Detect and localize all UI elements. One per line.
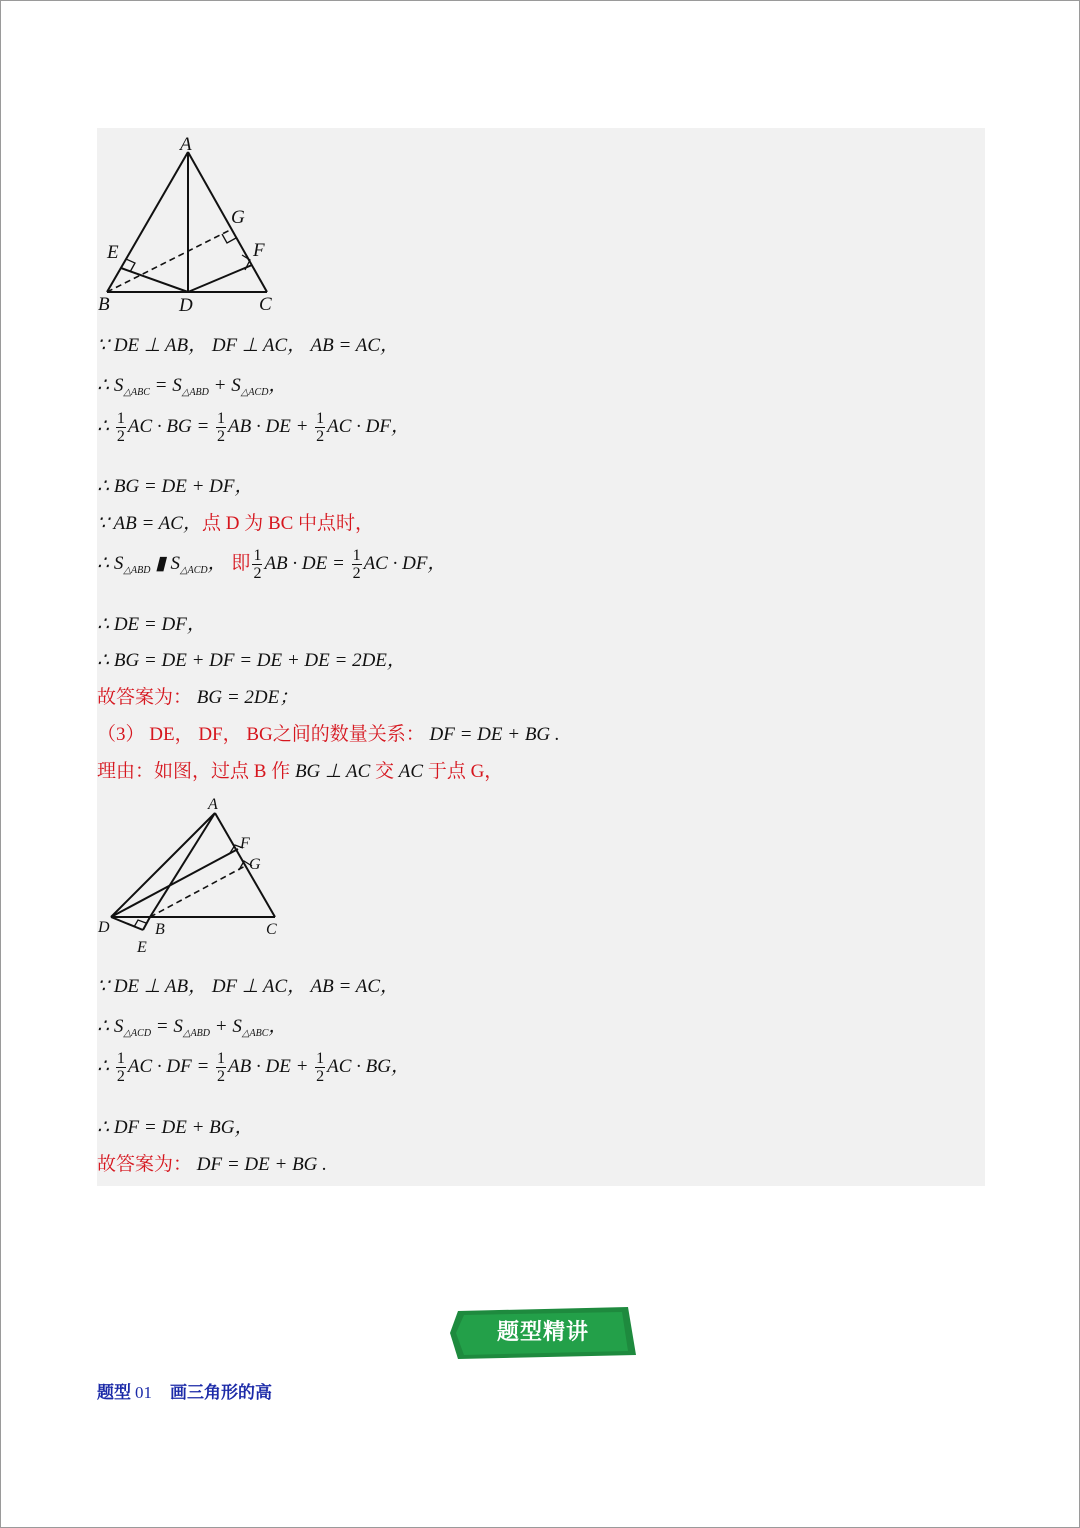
part3-reason: 理由：如图，过点 B 作 BG ⊥ AC 交 AC 于点 G， (97, 761, 504, 782)
proof1-line-3: ∴ $\frac{1}{2}$ AC · BG = $\frac{1}{2}$ AB · DE + $\frac{1}{2}$ AC · DF， (97, 410, 411, 445)
fig1-label-D: D (179, 295, 193, 316)
proof1-line-8: ∴ BG = DE + DF = DE + DE = 2DE， (97, 650, 406, 671)
fraction-half: $\frac{1}{2}$ (316, 410, 325, 445)
proof2-line-2: ∴ $S_{\triangle ACD} = S_{\triangle ABD} + S_{\triangle ABC}$， (97, 1016, 288, 1039)
proof1-line-4: ∴ BG = DE + DF， (97, 476, 254, 497)
fig2-label-F: F (240, 835, 250, 852)
fig2-label-B: B (155, 921, 165, 938)
fig2-label-C: C (266, 921, 277, 938)
proof1-line-1: ∵ DE ⊥ AB， DF ⊥ AC， AB = AC， (97, 335, 400, 356)
fig2-label-E: E (137, 939, 147, 956)
proof2-answer: 故答案为： DF = DE + BG . (97, 1154, 327, 1175)
proof2-line-1: ∵ DE ⊥ AB， DF ⊥ AC， AB = AC， (97, 976, 400, 997)
fig2-label-A: A (208, 796, 218, 813)
fig2-label-G: G (249, 856, 261, 873)
fig1-label-B: B (98, 294, 110, 315)
proof1-line-2: ∴ $S_{\triangle ABC} = S_{\triangle ABD} + S_{\triangle ACD}$， (97, 375, 288, 398)
proof2-line-3: ∴ $\frac{1}{2}$ AC · DF = $\frac{1}{2}$ AB · DE + $\frac{1}{2}$ AC · BG， (97, 1050, 411, 1085)
fig1-label-A: A (180, 134, 192, 155)
fraction-half: $\frac{1}{2}$ (217, 410, 226, 445)
proof1-line-7: ∴ DE = DF， (97, 614, 206, 635)
fraction-half: $\frac{1}{2}$ (352, 547, 361, 582)
fig1-label-G: G (231, 207, 245, 228)
figure-1-triangle (97, 130, 297, 320)
fraction-half: $\frac{1}{2}$ (253, 547, 262, 582)
fraction-half: $\frac{1}{2}$ (116, 410, 125, 445)
fraction-half: $\frac{1}{2}$ (116, 1050, 125, 1085)
part3-statement: （3） DE， DF， BG之间的数量关系： DF = DE + BG . (97, 724, 560, 745)
proof2-line-4: ∴ DF = DE + BG， (97, 1117, 254, 1138)
fig1-label-E: E (107, 242, 119, 263)
fig1-label-F: F (253, 240, 265, 261)
section-badge-label: 题型精讲 (496, 1320, 589, 1345)
topic-heading: 题型 01 画三角形的高 (97, 1383, 272, 1403)
proof1-line-5: ∵ AB = AC，点 D 为 BC 中点时， (97, 513, 375, 534)
proof1-line-6: ∴ $S_{\triangle ABD}$ ▮ $S_{\triangle ACD}$， 即 $\frac{1}{2}$ AB · DE = $\frac{1}{2}$ AC · DF， (97, 547, 447, 582)
fraction-half: $\frac{1}{2}$ (217, 1050, 226, 1085)
fig1-label-C: C (259, 294, 272, 315)
fig2-label-D: D (98, 919, 110, 936)
fraction-half: $\frac{1}{2}$ (316, 1050, 325, 1085)
proof1-answer: 故答案为： BG = 2DE； (97, 687, 299, 708)
figure-2-triangle (97, 793, 297, 963)
